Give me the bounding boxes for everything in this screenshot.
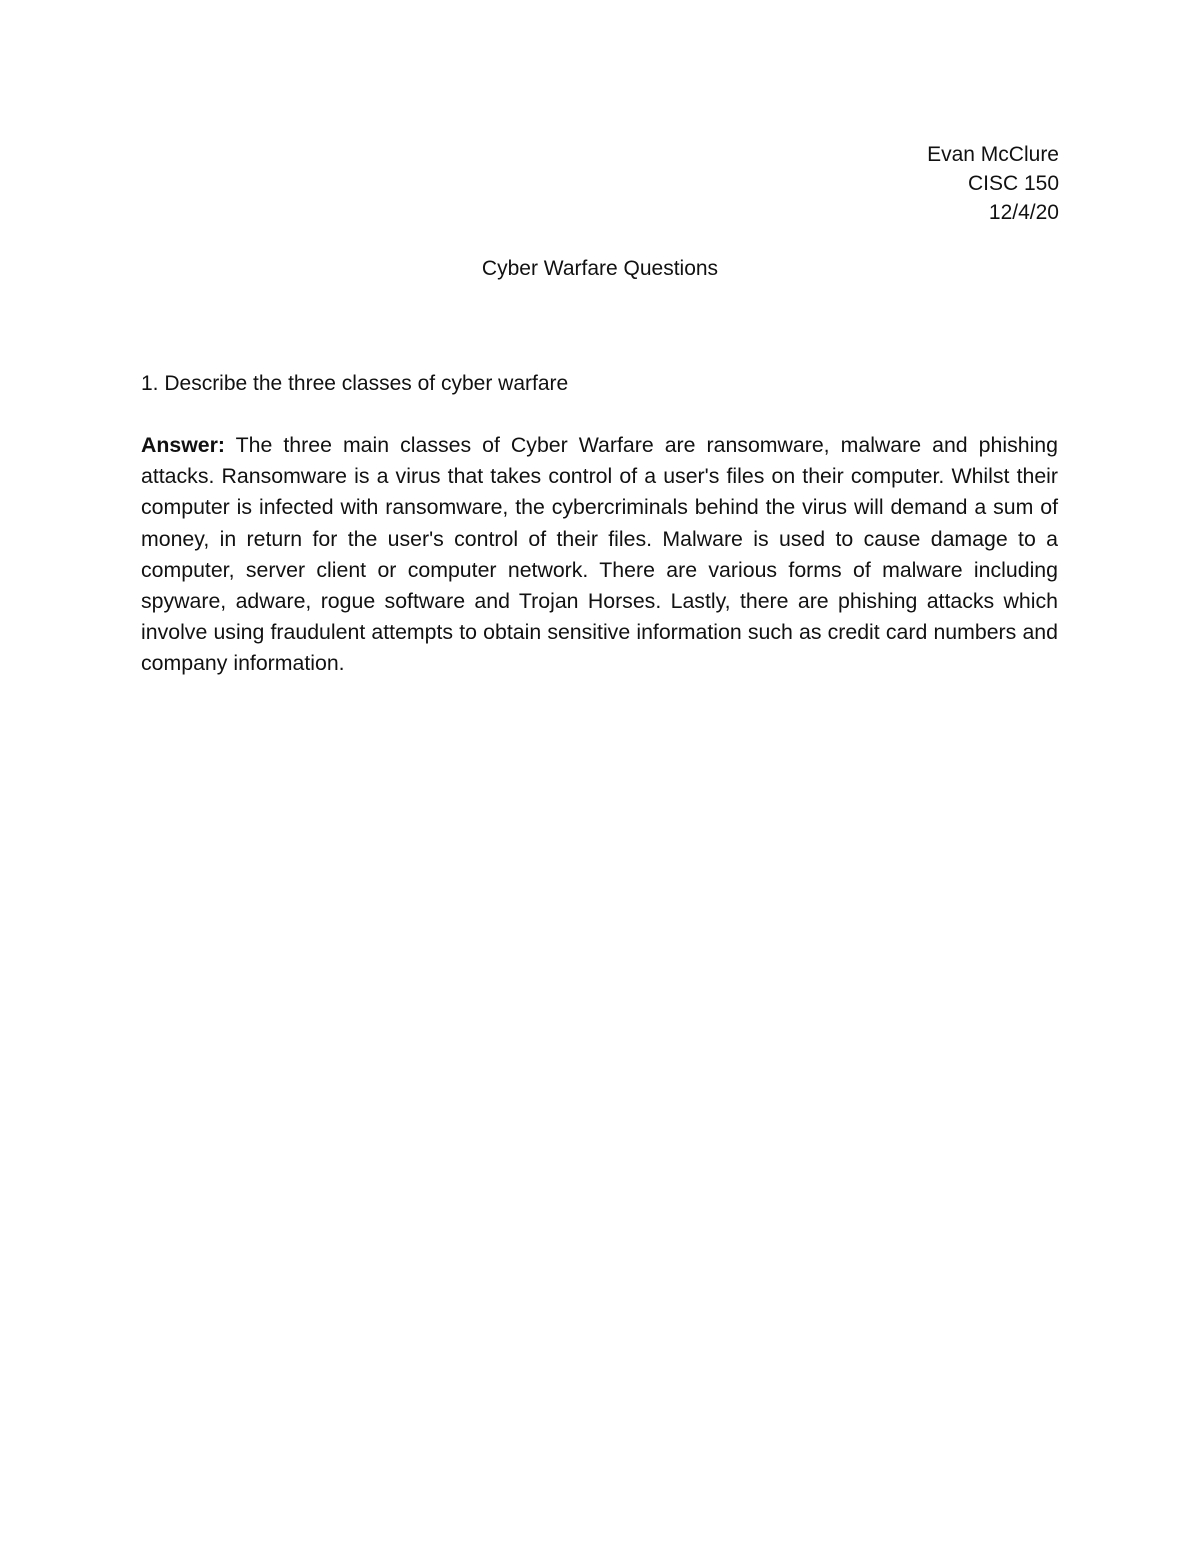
answer-text: The three main classes of Cyber Warfare are ransomware, malware and phishing attacks. Ransomware is a virus that takes control of a user's files on their computer. Whilst their computer is infected with ransomware, the cybercriminals behind the virus will demand a sum of money, in return for the user's control of their files. Malware is used to cause damage to a computer, server client or computer network. There are various forms of malware including spyware, adware, rogue software and Trojan Horses. Lastly, there are phishing attacks which involve using fraudulent attempts to obtain sensitive information such as credit card numbers and company information. — [141, 433, 1058, 676]
answer-label: Answer: — [141, 433, 226, 457]
header-block — [927, 140, 1059, 227]
author-name: Evan McClure — [927, 143, 1059, 166]
question-text: 1. Describe the three classes of cyber warfare — [141, 372, 569, 395]
document-title: Cyber Warfare Questions — [481, 257, 719, 280]
course-code: CISC 150 — [967, 172, 1059, 195]
document-date: 12/4/20 — [988, 201, 1059, 224]
answer-paragraph — [141, 430, 1058, 680]
